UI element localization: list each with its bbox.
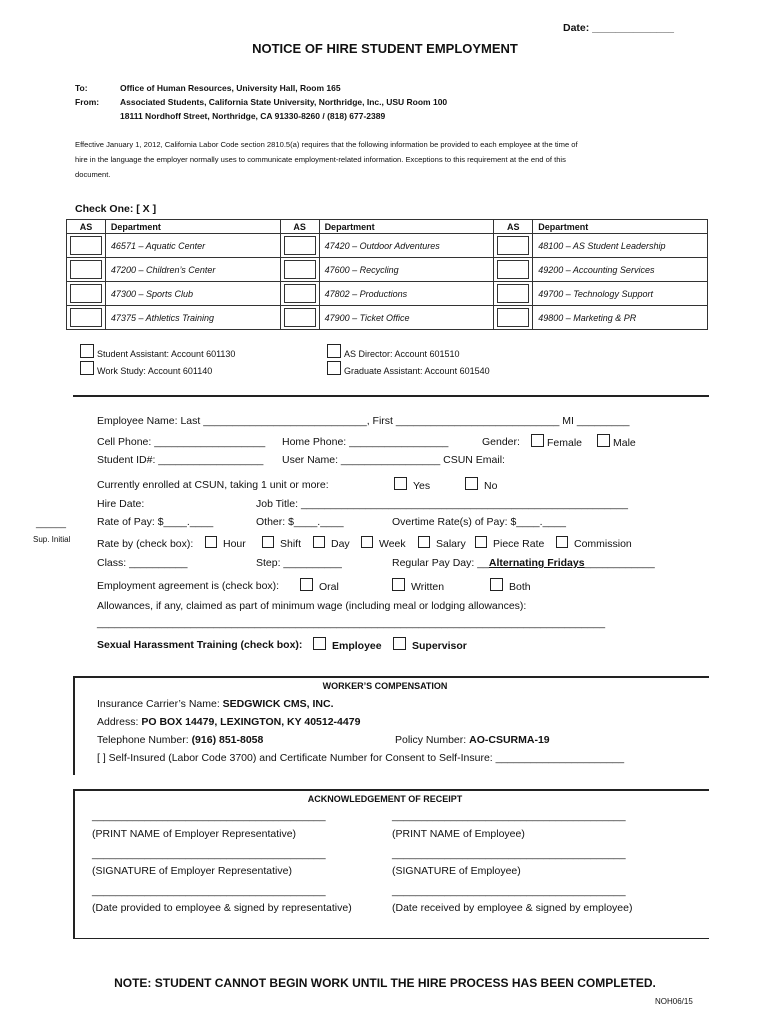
regular-pay-day-field[interactable]: Regular Pay Day: __Alternating Fridays____________ — [392, 557, 655, 569]
agreement-written-option[interactable]: Written — [392, 578, 444, 593]
header-as-2: AS — [280, 220, 319, 234]
agreement-both-option[interactable]: Both — [490, 578, 531, 593]
table-row — [67, 306, 708, 330]
class-field[interactable]: Class: __________ — [97, 557, 188, 569]
employee-name-field[interactable]: Employee Name: Last ____________________________, First ____________________________ MI _________ — [97, 415, 630, 427]
checkbox-icon[interactable] — [490, 578, 503, 591]
from-line-2: 18111 Nordhoff Street, Northridge, CA 91330-8260 / (818) 677-2389 — [120, 111, 386, 121]
pay-day-value: Alternating Fridays — [488, 557, 585, 569]
checkbox-icon[interactable] — [205, 536, 217, 548]
section-border — [73, 789, 75, 939]
section-divider — [73, 938, 709, 939]
gender-female-option[interactable]: Female — [531, 434, 582, 449]
checkbox-icon[interactable] — [262, 536, 274, 548]
department-cell: 47802 – Productions — [319, 282, 494, 306]
hire-date-field[interactable]: Hire Date: — [97, 498, 145, 510]
step-field[interactable]: Step: __________ — [256, 557, 342, 569]
checkbox-icon[interactable] — [465, 477, 478, 490]
section-divider — [73, 395, 709, 397]
gender-label: Gender: — [482, 436, 520, 448]
to-label: To: — [75, 83, 88, 93]
intro-line-1: Effective January 1, 2012, California Labor Code section 2810.5(a) requires that the following information be provided to each employee at the time of — [75, 140, 578, 149]
as-checkbox[interactable] — [67, 306, 106, 330]
employer-date-line[interactable]: ________________________________________ — [92, 885, 326, 897]
checkbox-icon[interactable] — [313, 637, 326, 650]
as-checkbox[interactable] — [494, 282, 533, 306]
from-line-1: Associated Students, California State University, Northridge, Inc., USU Room 100 — [120, 97, 448, 107]
department-cell: 47900 – Ticket Office — [319, 306, 494, 330]
carrier-phone: Telephone Number: (916) 851-8058 — [97, 734, 264, 746]
checkbox-icon[interactable] — [531, 434, 544, 447]
other-pay-field[interactable]: Other: $____.____ — [256, 516, 344, 528]
department-table — [66, 219, 708, 330]
as-checkbox[interactable] — [67, 282, 106, 306]
employee-date-label: (Date received by employee & signed by employee) — [392, 902, 633, 914]
header-department-2: Department — [319, 220, 494, 234]
agreement-oral-option[interactable]: Oral — [300, 578, 339, 593]
home-phone-field[interactable]: Home Phone: _________________ — [282, 436, 449, 448]
as-checkbox[interactable] — [67, 234, 106, 258]
as-checkbox[interactable] — [280, 234, 319, 258]
job-title-field[interactable]: Job Title: ________________________________________________________ — [256, 498, 628, 510]
employee-name-line[interactable]: ________________________________________ — [392, 810, 626, 822]
enrolled-yes-option[interactable]: Yes — [394, 477, 430, 492]
rate-piece-option[interactable]: Piece Rate — [475, 536, 544, 550]
intro-line-2: hire in the language the employer normally uses to communicate employment-related information. Exceptions to this requirement at the end of this — [75, 155, 566, 164]
department-cell: 47200 – Children’s Center — [105, 258, 280, 282]
graduate-assistant-option[interactable]: Graduate Assistant: Account 601540 — [327, 361, 490, 376]
section-divider — [73, 789, 709, 791]
gender-male-option[interactable]: Male — [597, 434, 636, 449]
employer-signature-label: (SIGNATURE of Employer Representative) — [92, 865, 292, 877]
employer-name-label: (PRINT NAME of Employer Representative) — [92, 828, 297, 840]
checkbox-icon[interactable] — [80, 361, 94, 375]
header-department-1: Department — [105, 220, 280, 234]
sup-initial-field[interactable]: ______ — [36, 518, 67, 528]
header-as-3: AS — [494, 220, 533, 234]
rate-shift-option[interactable]: Shift — [262, 536, 301, 550]
checkbox-icon[interactable] — [327, 344, 341, 358]
carrier-name: Insurance Carrier’s Name: SEDGWICK CMS, INC. — [97, 698, 334, 710]
from-label: From: — [75, 97, 100, 107]
checkbox-icon[interactable] — [361, 536, 373, 548]
department-cell: 47375 – Athletics Training — [105, 306, 280, 330]
department-cell: 49800 – Marketing & PR — [533, 306, 708, 330]
policy-number: Policy Number: AO-CSURMA-19 — [395, 734, 550, 746]
department-cell: 46571 – Aquatic Center — [105, 234, 280, 258]
rate-salary-option[interactable]: Salary — [418, 536, 466, 550]
department-cell: 48100 – AS Student Leadership — [533, 234, 708, 258]
checkbox-icon[interactable] — [394, 477, 407, 490]
checkbox-icon[interactable] — [80, 344, 94, 358]
employee-name-label: (PRINT NAME of Employee) — [392, 828, 525, 840]
department-cell: 47420 – Outdoor Adventures — [319, 234, 494, 258]
cell-phone-field[interactable]: Cell Phone: ___________________ — [97, 436, 266, 448]
checkbox-icon[interactable] — [475, 536, 487, 548]
department-cell: 49200 – Accounting Services — [533, 258, 708, 282]
intro-line-3: document. — [75, 170, 111, 179]
employee-signature-label: (SIGNATURE of Employee) — [392, 865, 521, 877]
table-header-row — [67, 220, 708, 234]
table-row — [67, 282, 708, 306]
employer-date-label: (Date provided to employee & signed by representative) — [92, 902, 352, 914]
to-value: Office of Human Resources, University Hall, Room 165 — [120, 83, 341, 93]
checkbox-icon[interactable] — [597, 434, 610, 447]
as-checkbox[interactable] — [280, 306, 319, 330]
as-checkbox[interactable] — [67, 258, 106, 282]
checkbox-icon[interactable] — [313, 536, 325, 548]
employee-signature-line[interactable]: ________________________________________ — [392, 848, 626, 860]
rate-day-option[interactable]: Day — [313, 536, 350, 550]
acknowledgement-heading: ACKNOWLEDGEMENT OF RECEIPT — [307, 794, 463, 804]
date-field[interactable]: Date: ______________ — [563, 22, 674, 34]
checkbox-icon[interactable] — [300, 578, 313, 591]
checkbox-icon[interactable] — [393, 637, 406, 650]
department-cell: 47600 – Recycling — [319, 258, 494, 282]
checkbox-icon[interactable] — [327, 361, 341, 375]
as-checkbox[interactable] — [280, 258, 319, 282]
rate-hour-option[interactable]: Hour — [205, 536, 246, 550]
employer-signature-line[interactable]: ________________________________________ — [92, 848, 326, 860]
table-row — [67, 234, 708, 258]
sup-initial-label: Sup. Initial — [33, 535, 71, 544]
footer-note: NOTE: STUDENT CANNOT BEGIN WORK UNTIL THE HIRE PROCESS HAS BEEN COMPLETED. — [114, 976, 656, 990]
form-code: NOH06/15 — [655, 997, 693, 1006]
table-row — [67, 258, 708, 282]
as-checkbox[interactable] — [280, 282, 319, 306]
enrolled-label: Currently enrolled at CSUN, taking 1 unit or more: — [97, 479, 329, 491]
as-checkbox[interactable] — [494, 258, 533, 282]
allowances-label: Allowances, if any, claimed as part of minimum wage (including meal or lodging allowances): — [97, 600, 527, 612]
student-id-field[interactable]: Student ID#: __________________ — [97, 454, 264, 466]
department-cell: 49700 – Technology Support — [533, 282, 708, 306]
harassment-label: Sexual Harassment Training (check box): — [97, 639, 303, 651]
header-department-3: Department — [533, 220, 708, 234]
carrier-address: Address: PO BOX 14479, LEXINGTON, KY 40512-4479 — [97, 716, 361, 728]
rate-commission-option[interactable]: Commission — [556, 536, 632, 550]
overtime-pay-field[interactable]: Overtime Rate(s) of Pay: $____.____ — [392, 516, 566, 528]
as-checkbox[interactable] — [494, 306, 533, 330]
student-assistant-option[interactable]: Student Assistant: Account 601130 — [80, 344, 235, 359]
department-cell: 47300 – Sports Club — [105, 282, 280, 306]
employee-date-line[interactable]: ________________________________________ — [392, 885, 626, 897]
as-checkbox[interactable] — [494, 234, 533, 258]
harassment-employee-option[interactable]: Employee — [313, 637, 382, 652]
rate-week-option[interactable]: Week — [361, 536, 406, 550]
as-director-option[interactable]: AS Director: Account 601510 — [327, 344, 460, 359]
user-name-field[interactable]: User Name: _________________ CSUN Email: — [282, 454, 505, 466]
check-one-label: Check One: [ X ] — [75, 203, 157, 215]
checkbox-icon[interactable] — [556, 536, 568, 548]
rate-by-label: Rate by (check box): — [97, 538, 194, 550]
employer-name-line[interactable]: ________________________________________ — [92, 810, 326, 822]
checkbox-icon[interactable] — [418, 536, 430, 548]
allowances-field[interactable]: _______________________________________________________________________________________ — [97, 617, 606, 629]
rate-of-pay-field[interactable]: Rate of Pay: $____.____ — [97, 516, 214, 528]
self-insured-field[interactable]: [ ] Self-Insured (Labor Code 3700) and Certificate Number for Consent to Self-Insure: ______________________ — [97, 752, 625, 764]
workers-comp-heading: WORKER’S COMPENSATION — [322, 681, 448, 691]
work-study-option[interactable]: Work Study: Account 601140 — [80, 361, 212, 376]
enrolled-no-option[interactable]: No — [465, 477, 497, 492]
agreement-label: Employment agreement is (check box): — [97, 580, 280, 592]
harassment-supervisor-option[interactable]: Supervisor — [393, 637, 467, 652]
page-title: NOTICE OF HIRE STUDENT EMPLOYMENT — [252, 41, 518, 56]
section-divider — [73, 676, 709, 678]
header-as-1: AS — [67, 220, 106, 234]
checkbox-icon[interactable] — [392, 578, 405, 591]
